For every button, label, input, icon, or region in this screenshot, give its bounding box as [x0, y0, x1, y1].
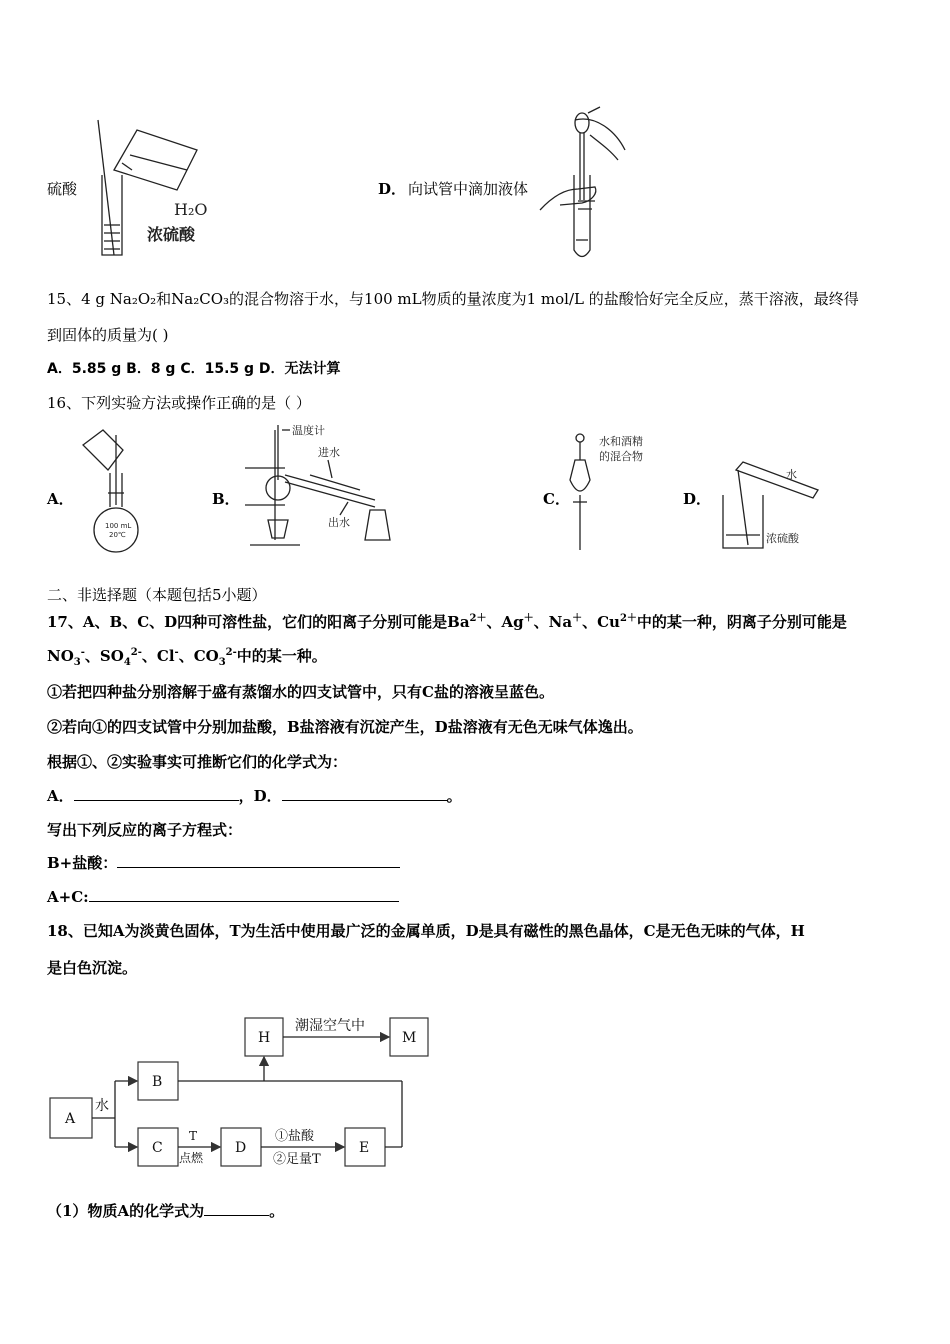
sup-ag: ＋ — [523, 613, 534, 624]
q18-sub1-label: （1） — [47, 1202, 88, 1220]
sub-so4: 4 — [123, 657, 131, 668]
q17-b-hcl — [47, 852, 400, 873]
fig-b-in: 进水 — [318, 446, 340, 459]
q15-options: A．5.85 g B．8 g C．15.5 g D．无法计算 — [47, 361, 341, 377]
q17-l1-b: 、Ag — [486, 613, 524, 631]
q16-fig-b — [240, 420, 400, 555]
q17-l1-d: 、Cu — [582, 613, 620, 631]
q17-cond1: ①若把四种盐分别溶解于盛有蒸馏水的四支试管中，只有C盐的溶液呈蓝色。 — [47, 683, 554, 701]
q17-l2-e: 中的某一种。 — [236, 647, 327, 665]
label-humid-air: 潮湿空气中 — [295, 1018, 365, 1034]
q17-l1-c: 、Na — [533, 613, 573, 631]
q17-blank-a[interactable] — [74, 786, 239, 801]
fig-d-acid: 浓硫酸 — [766, 532, 799, 545]
q14-c-text: 硫酸 — [47, 180, 78, 198]
q15-line1: 15、4 g Na₂O₂和Na₂CO₃的混合物溶于水，与100 mL物质的量浓度为1 mol/L 的盐酸恰好完全反应，蒸干溶液，最终得 — [47, 290, 859, 308]
q17-l1-e: 中的某一种，阴离子分别可能是 — [636, 613, 847, 631]
q17-so: 、SO — [84, 647, 124, 665]
q18-blank-a[interactable] — [204, 1201, 269, 1216]
box-m-label: M — [402, 1030, 417, 1046]
fig-d-water: 水 — [786, 468, 797, 481]
q17-answers — [47, 785, 462, 806]
sup-cu: 2＋ — [619, 613, 637, 624]
q17-cl: 、Cl — [141, 647, 175, 665]
h2o-label: H₂O — [174, 200, 208, 219]
q17-no: NO — [47, 647, 74, 665]
q14-d-figure — [540, 105, 630, 265]
label-excess-t: ②足量T — [273, 1152, 321, 1167]
box-e-label: E — [359, 1140, 370, 1156]
label-hcl: ①盐酸 — [275, 1129, 315, 1144]
fig-a-temp: 20℃ — [109, 531, 126, 539]
q16-option-c: C． — [543, 490, 570, 508]
q17-ans-d: ，D． — [238, 787, 282, 805]
box-h-label: H — [258, 1030, 271, 1046]
q16-fig-a — [78, 425, 148, 555]
label-water: 水 — [95, 1098, 109, 1114]
section2-heading: 二、非选择题（本题包括5小题） — [47, 586, 267, 604]
q14-d-text: 向试管中滴加液体 — [408, 180, 529, 198]
q16-option-d: D． — [683, 490, 712, 508]
q17-ans-a: A． — [47, 787, 74, 805]
sub-no3: 3 — [73, 657, 81, 668]
q17-infer: 根据①、②实验事实可推断它们的化学式为： — [47, 753, 348, 771]
q17-ion-title: 写出下列反应的离子方程式： — [47, 821, 243, 839]
q17-line1 — [47, 609, 847, 632]
q18-sub1-text: 物质A的化学式为 — [87, 1202, 205, 1220]
fig-a-vol: 100 mL — [105, 522, 132, 530]
q17-blank-a-c[interactable] — [89, 887, 399, 902]
box-b-label: B — [152, 1074, 163, 1090]
q17-blank-d[interactable] — [282, 786, 447, 801]
box-c-label: C — [152, 1140, 163, 1156]
q17-line2 — [47, 645, 327, 668]
sup-ba: 2＋ — [469, 613, 487, 624]
q18-line2: 是白色沉淀。 — [47, 959, 138, 977]
sup-na: ＋ — [572, 613, 583, 624]
q14-c-figure — [92, 115, 232, 265]
fig-b-thermo: 温度计 — [292, 424, 325, 437]
q18-period: 。 — [269, 1202, 285, 1220]
box-d-label: D — [235, 1140, 247, 1156]
sup-co3: 2- — [225, 647, 237, 658]
q18-line1: 18、已知A为淡黄色固体，T为生活中使用最广泛的金属单质，D是具有磁性的黑色晶体，C是无色无味的气体，H — [47, 922, 805, 940]
q17-period: 。 — [446, 787, 462, 805]
sup-so4: 2- — [130, 647, 142, 658]
q17-cond2: ②若向①的四支试管中分别加盐酸，B盐溶液有沉淀产生，D盐溶液有无色无味气体逸出。 — [47, 718, 643, 736]
sub-co3: 3 — [218, 657, 226, 668]
q16-option-b: B． — [212, 490, 240, 508]
q16-stem: 16、下列实验方法或操作正确的是（ ） — [47, 394, 311, 412]
q14-d-label: D． — [378, 180, 407, 198]
conc-acid-label: 浓硫酸 — [147, 225, 196, 244]
q15-line2: 到固体的质量为( ) — [47, 326, 169, 344]
q17-co: 、CO — [178, 647, 219, 665]
fig-b-out: 出水 — [328, 516, 350, 529]
label-t: T — [189, 1129, 198, 1143]
fig-c-l1: 水和酒精 — [599, 435, 643, 448]
fig-c-l2: 的混合物 — [599, 450, 643, 463]
q16-fig-c — [565, 430, 675, 555]
q16-option-a: A． — [47, 490, 74, 508]
box-a-label: A — [65, 1111, 76, 1127]
q17-blank-b-hcl[interactable] — [117, 853, 400, 868]
q16-fig-d — [718, 460, 838, 555]
q18-sub1 — [47, 1200, 284, 1221]
q18-diagram — [45, 1010, 445, 1175]
q17-b-hcl-label: B+盐酸： — [47, 854, 118, 872]
q17-a-c-label: A+C: — [47, 888, 89, 906]
sup-cl: - — [174, 647, 179, 658]
q17-l1-a: 17、A、B、C、D四种可溶性盐，它们的阳离子分别可能是Ba — [47, 613, 470, 631]
label-ignite: 点燃 — [179, 1151, 204, 1165]
q17-a-c — [47, 887, 399, 906]
sup-no3: - — [80, 647, 85, 658]
